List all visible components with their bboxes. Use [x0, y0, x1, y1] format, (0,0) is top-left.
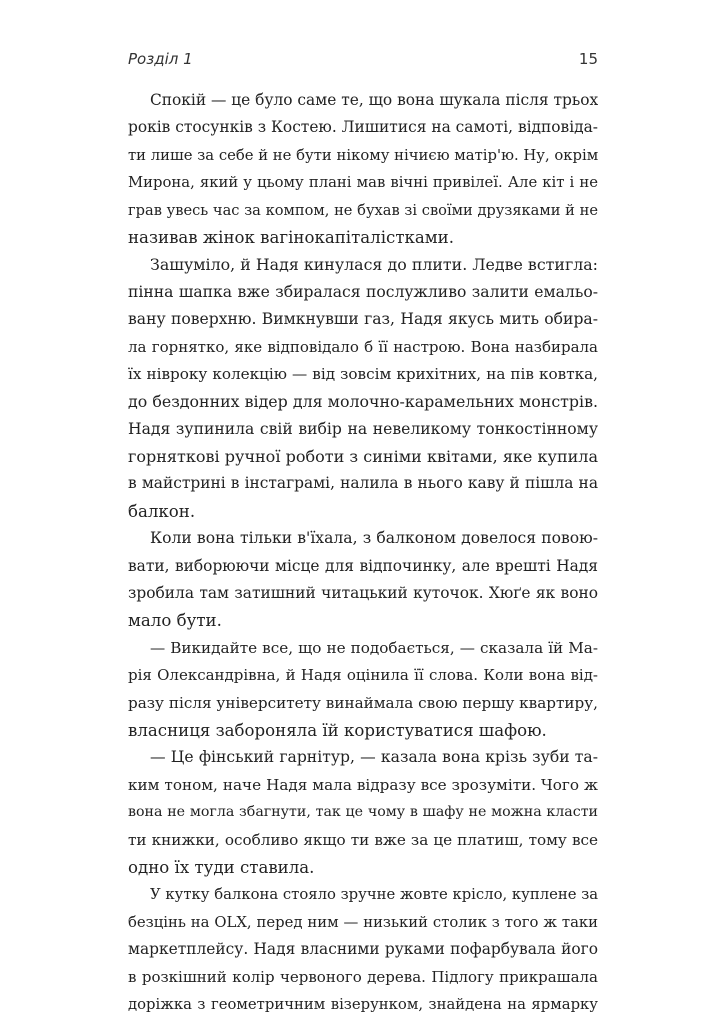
text-line: Спокій — це було саме те, що вона шукала після трьох [150, 91, 599, 109]
text-line: їх нівроку колекцію — від зовсім крихітних, на пів ковтка, [128, 364, 598, 383]
text-line: рія Олександрівна, й Надя оцінила її слова. Коли вона від- [128, 666, 598, 685]
text-line: Надя зупинила свій вибір на невеликому тонкостінному [128, 419, 598, 438]
text-line: — Викидайте все, що не подобається, — сказала їй Ма- [150, 638, 598, 657]
text-line: до бездонних відер для молочно-карамельних монстрів. [128, 392, 598, 412]
text-line: зробила там затишний читацький куточок. Хюґе як воно [128, 584, 598, 603]
text-line: У кутку балкона стояло зручне жовте крісло, куплене за [150, 886, 599, 904]
text-line: вану поверхню. Вимкнувши газ, Надя якусь мить обира- [128, 310, 598, 329]
text-line: власниця забороняла їй користуватися шафою. [128, 720, 547, 740]
text-line: доріжка з геометричним візерунком, знайдена на ярмарку [128, 995, 598, 1013]
text-line: разу після університету винаймала свою першу квартиру, [128, 693, 598, 712]
text-line: грав увесь час за компом, не бухав зі своїми друзяками й не [128, 201, 598, 219]
text-line: ла горнятко, яке відповідало б її настрою. Вона назбирала [128, 337, 598, 356]
text-line: ким тоном, наче Надя мала відразу все зрозуміти. Чого ж [128, 775, 598, 794]
text-line: балкон. [128, 501, 196, 521]
text-line: вона не могла збагнути, так це чому в шафу не можна класти [128, 804, 598, 821]
running-head [128, 50, 598, 74]
text-line: горнятковi ручної роботи з синіми квітами, яке купила [128, 447, 598, 467]
text-line: Коли вона тільки в'їхала, з балконом довелося повою- [150, 529, 598, 548]
page-number: 15 [578, 50, 598, 68]
text-line: вати, виборюючи місце для відпочинку, але врешті Надя [128, 556, 598, 575]
text-line: ти лише за себе й не бути нікому нічиєю матір'ю. Ну, окрім [128, 146, 599, 164]
text-line: називав жінок вагінокапіталістками. [128, 227, 455, 247]
text-line: безцінь на OLX, перед ним — низький столик з того ж таки [128, 913, 598, 931]
text-line: ти книжки, особливо якщо ти вже за це платиш, тому все [128, 830, 598, 849]
section-title: Розділ 1 [128, 50, 193, 68]
text-line: Мирона, який у цьому плані мав вічні привілеї. Але кіт і не [128, 174, 598, 192]
text-line: Зашуміло, й Надя кинулася до плити. Ледве встигла: [150, 255, 598, 275]
text-line: пінна шапка вже збиралася послужливо залити емальо- [128, 282, 598, 301]
text-line: в майстрині в інстаграмі, налила в нього каву й пішла на [128, 474, 598, 493]
text-line: років стосунків з Костею. Лишитися на самоті, відповіда- [128, 118, 598, 137]
body-text [128, 87, 598, 1018]
text-line: в розкішний колір червоного дерева. Підлогу прикрашала [128, 967, 598, 986]
text-line: маркетплейсу. Надя власними руками пофарбувала його [128, 940, 598, 959]
text-line: мало бути. [128, 611, 222, 631]
text-line: одно їх туди ставила. [128, 857, 315, 877]
text-line: — Це фінський гарнітур, — казала вона крізь зуби та- [150, 748, 598, 767]
